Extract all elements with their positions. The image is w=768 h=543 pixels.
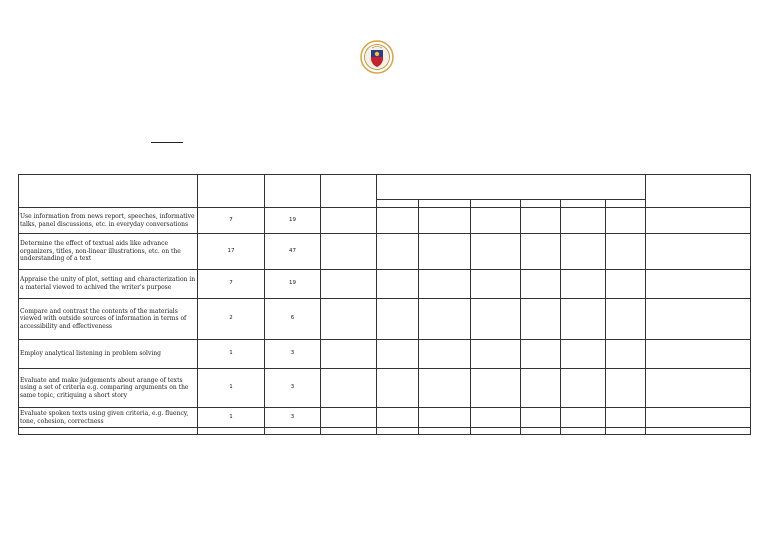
- empty-cell: [377, 408, 419, 428]
- empty-cell: [646, 340, 751, 369]
- table-row: [19, 208, 751, 234]
- table-row: [19, 234, 751, 270]
- table-row: [19, 299, 751, 340]
- empty-cell: [606, 340, 646, 369]
- table-row: [19, 369, 751, 408]
- empty-cell: [419, 369, 471, 408]
- empty-cell: [471, 270, 521, 299]
- empty-cell: [419, 408, 471, 428]
- empty-cell: [646, 234, 751, 270]
- empty-cell: [419, 234, 471, 270]
- empty-cell: [471, 428, 521, 435]
- empty-cell: [606, 208, 646, 234]
- empty-cell: [646, 428, 751, 435]
- empty-cell: [419, 299, 471, 340]
- empty-cell: [646, 369, 751, 408]
- subheader-cell: [606, 200, 646, 208]
- table-row: [19, 340, 751, 369]
- header-cell-levels: [377, 175, 646, 200]
- empty-cell: [606, 408, 646, 428]
- empty-cell: [606, 428, 646, 435]
- empty-cell: [606, 299, 646, 340]
- blank-underline: [151, 142, 183, 143]
- empty-cell: [377, 270, 419, 299]
- empty-cell: [19, 428, 198, 435]
- days-cell: 17: [198, 234, 265, 270]
- empty-cell: [265, 428, 321, 435]
- empty-cell: [471, 234, 521, 270]
- empty-cell: [561, 299, 606, 340]
- subheader-cell: [377, 200, 419, 208]
- empty-cell: [377, 369, 419, 408]
- empty-cell: [521, 369, 561, 408]
- days-cell: 7: [198, 208, 265, 234]
- competency-cell: Determine the effect of textual aids like advance organizers, titles, non-linear illustrations, etc. on the understanding of a text: [19, 234, 198, 270]
- days-cell: 1: [198, 369, 265, 408]
- empty-cell: [561, 369, 606, 408]
- empty-cell: [377, 234, 419, 270]
- empty-cell: [561, 270, 606, 299]
- percent-cell: 19: [265, 270, 321, 299]
- empty-cell: [561, 208, 606, 234]
- empty-cell: [521, 234, 561, 270]
- competency-cell: Compare and contrast the contents of the materials viewed with outside sources of information in terms of accessibility and effectiveness: [19, 299, 198, 340]
- deped-seal-icon: [360, 40, 394, 74]
- table-row: [19, 408, 751, 428]
- header-cell-days: [198, 175, 265, 208]
- subheader-cell: [561, 200, 606, 208]
- competency-cell: Appraise the unity of plot, setting and characterization in a material viewed to achived the writer's purpose: [19, 270, 198, 299]
- empty-cell: [521, 299, 561, 340]
- empty-cell: [471, 369, 521, 408]
- empty-cell: [321, 270, 377, 299]
- empty-cell: [321, 408, 377, 428]
- days-cell: 2: [198, 299, 265, 340]
- empty-cell: [646, 299, 751, 340]
- empty-cell: [321, 208, 377, 234]
- empty-cell: [377, 208, 419, 234]
- empty-cell: [521, 408, 561, 428]
- empty-cell: [561, 428, 606, 435]
- empty-cell: [521, 428, 561, 435]
- percent-cell: 47: [265, 234, 321, 270]
- header-cell-placement: [646, 175, 751, 208]
- empty-cell: [471, 340, 521, 369]
- competency-cell: Use information from news report, speeches, informative talks, panel discussions, etc. in everyday conversations: [19, 208, 198, 234]
- percent-cell: 6: [265, 299, 321, 340]
- empty-cell: [521, 340, 561, 369]
- empty-cell: [321, 299, 377, 340]
- table-row: [19, 270, 751, 299]
- header-cell-percent: [265, 175, 321, 208]
- header-cell-items: [321, 175, 377, 208]
- empty-cell: [606, 369, 646, 408]
- empty-cell: [419, 428, 471, 435]
- empty-cell: [606, 270, 646, 299]
- empty-cell: [419, 208, 471, 234]
- empty-cell: [561, 234, 606, 270]
- empty-cell: [521, 270, 561, 299]
- table-of-specification: [18, 174, 751, 435]
- empty-cell: [419, 340, 471, 369]
- empty-cell: [419, 270, 471, 299]
- empty-cell: [471, 208, 521, 234]
- empty-cell: [471, 299, 521, 340]
- percent-cell: 19: [265, 208, 321, 234]
- total-row: [19, 428, 751, 435]
- empty-cell: [377, 428, 419, 435]
- subheader-cell: [471, 200, 521, 208]
- empty-cell: [561, 408, 606, 428]
- empty-cell: [198, 428, 265, 435]
- days-cell: 1: [198, 340, 265, 369]
- competency-cell: Employ analytical listening in problem solving: [19, 340, 198, 369]
- header-cell-competency: [19, 175, 198, 208]
- empty-cell: [606, 234, 646, 270]
- empty-cell: [646, 208, 751, 234]
- empty-cell: [561, 340, 606, 369]
- empty-cell: [471, 408, 521, 428]
- competency-cell: Evaluate and make judgements about arange of texts using a set of criteria e.g. comparing arguments on the same topic, critiquing a short story: [19, 369, 198, 408]
- empty-cell: [377, 299, 419, 340]
- days-cell: 7: [198, 270, 265, 299]
- subheader-cell: [419, 200, 471, 208]
- empty-cell: [646, 408, 751, 428]
- empty-cell: [646, 270, 751, 299]
- days-cell: 1: [198, 408, 265, 428]
- percent-cell: 3: [265, 408, 321, 428]
- competency-cell: Evaluate spoken texts using given criteria, e.g. fluency, tone, cohesion, correctness: [19, 408, 198, 428]
- header-row-top: [19, 175, 751, 200]
- percent-cell: 3: [265, 369, 321, 408]
- empty-cell: [321, 369, 377, 408]
- empty-cell: [521, 208, 561, 234]
- empty-cell: [321, 234, 377, 270]
- empty-cell: [321, 428, 377, 435]
- empty-cell: [377, 340, 419, 369]
- subheader-cell: [521, 200, 561, 208]
- empty-cell: [321, 340, 377, 369]
- percent-cell: 3: [265, 340, 321, 369]
